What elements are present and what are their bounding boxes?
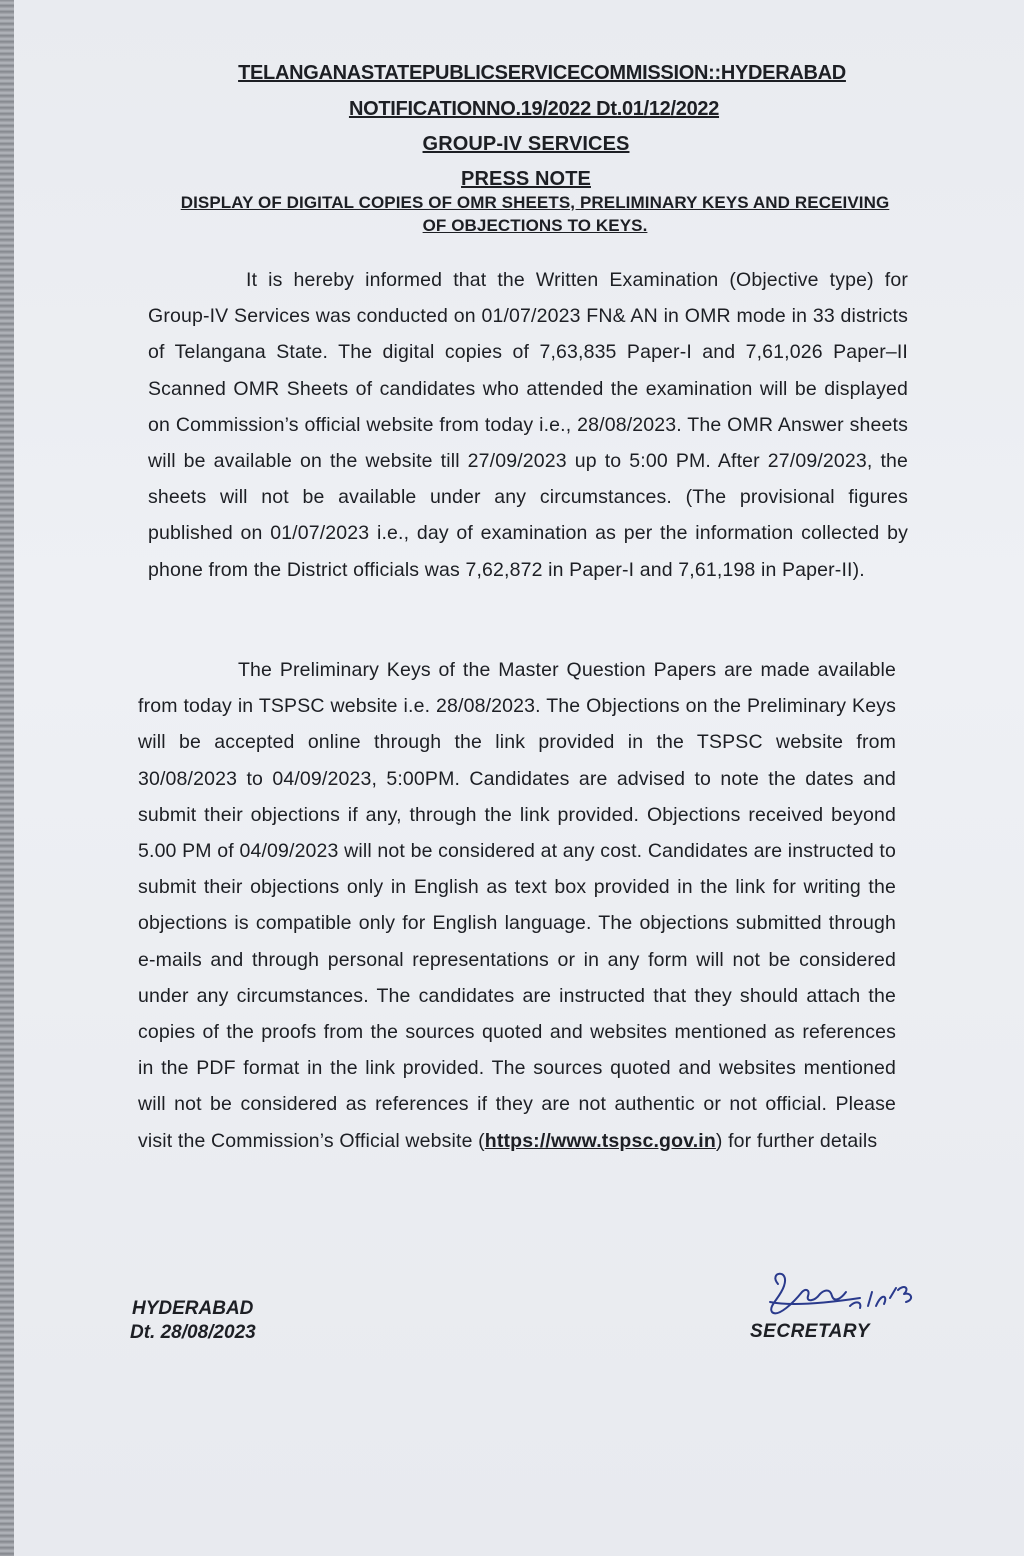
paragraph-omr-sheets: It is hereby informed that the Written Examination (Objective type) for Group-IV Services was conducted on 01/07/2023 FN& AN in OMR mode in 33 districts of Telangana State. The digital copies of 7,63,835 Paper-I and 7,61,026 Paper–II Scanned OMR Sheets of candidates who attended the examination will be displayed on Commission’s official website from today i.e., 28/08/2023. The OMR Answer sheets will be available on the website till 27/09/2023 up to 5:00 PM. After 27/09/2023, the sheets will not be available under any circumstances. (The provisional figures published on 01/07/2023 i.e., day of examination as per the information collected by phone from the District officials was 7,62,872 in Paper-I and 7,61,198 in Paper-II). bbox=[148, 269, 908, 581]
issue-place: HYDERABAD bbox=[132, 1298, 254, 1319]
website-link[interactable]: https://www.tspsc.gov.in bbox=[484, 1129, 716, 1152]
paragraph-preliminary-keys bbox=[138, 652, 896, 1159]
issue-date: Dt. 28/08/2023 bbox=[130, 1322, 256, 1343]
signatory-title: SECRETARY bbox=[750, 1321, 870, 1342]
press-note-heading: PRESS NOTE bbox=[461, 168, 591, 190]
subject-heading: DISPLAY OF DIGITAL COPIES OF OMR SHEETS, PRELIMINARY KEYS AND RECEIVING OF OBJECTIONS TO KEYS. bbox=[180, 193, 890, 235]
organization-heading: TELANGANASTATEPUBLICSERVICECOMMISSION::HYDERABAD bbox=[238, 62, 846, 84]
services-group-heading: GROUP-IV SERVICES bbox=[422, 133, 630, 155]
paragraph-keys-text: The Preliminary Keys of the Master Question Papers are made available from today in TSPSC website i.e. 28/08/2023. The Objections on the Preliminary Keys will be accepted online through the link provided in the TSPSC website from 30/08/2023 to 04/09/2023, 5:00PM. Candidates are advised to note the dates and submit their objections if any, through the link provided. Objections received beyond 5.00 PM of 04/09/2023 will not be considered at any cost. Candidates are instructed to submit their objections only in English as text box provided in the link for writing the objections is compatible only for English language. The objections submitted through e-mails and through personal representations or in any form will not be considered under any circumstances. The candidates are instructed that they should attach the copies of the proofs from the sources quoted and websites mentioned as references in the PDF format in the link provided. The sources quoted and websites mentioned will not be considered as references if they are not authentic or not official. Please visit the Commission’s Official website ( bbox=[138, 659, 896, 1152]
page-edge-shadow bbox=[0, 0, 14, 1556]
paragraph-keys-end: ) for further details bbox=[715, 1129, 878, 1152]
notification-number: NOTIFICATIONNO.19/2022 Dt.01/12/2022 bbox=[348, 98, 720, 120]
